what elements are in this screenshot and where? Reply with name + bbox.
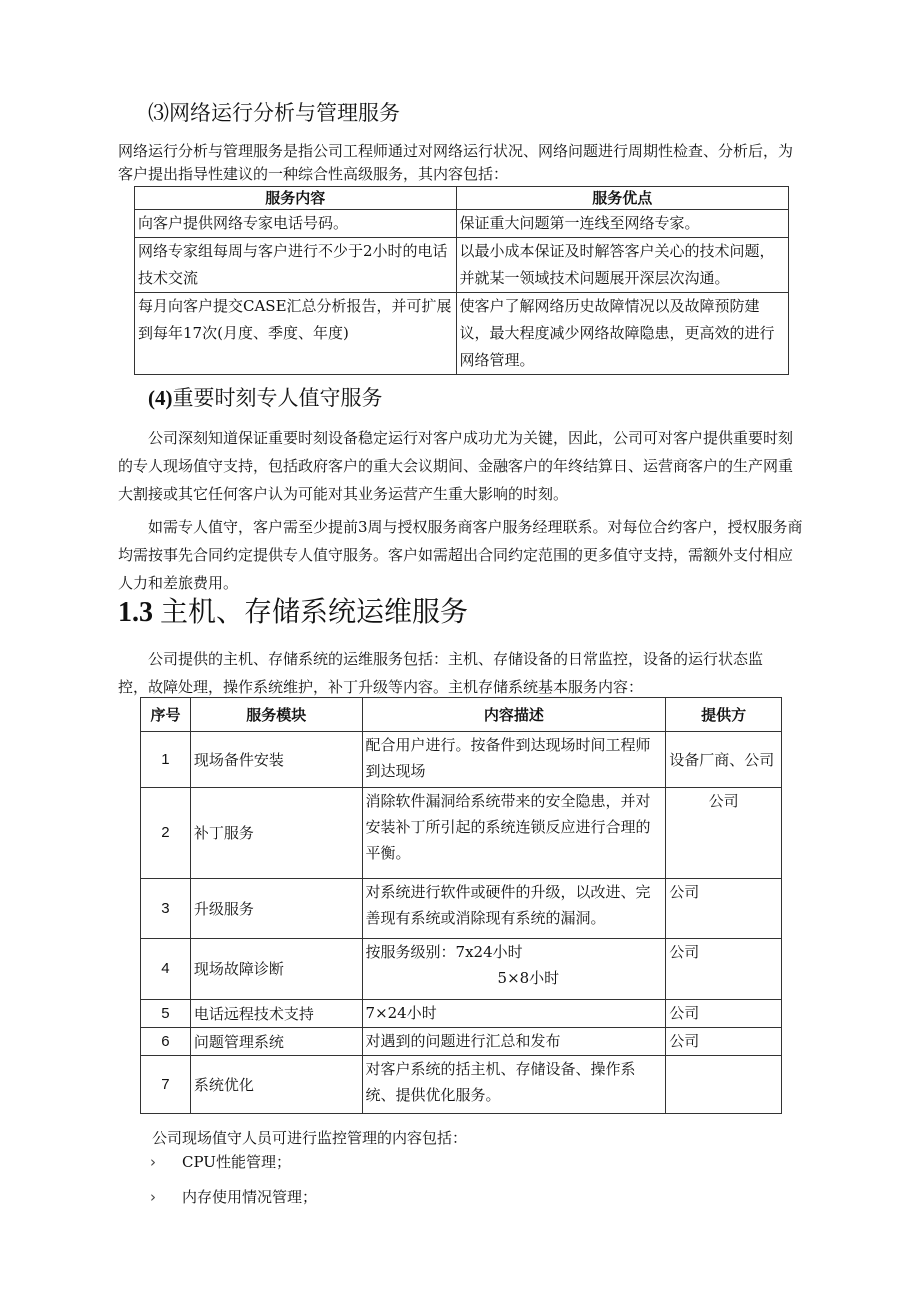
table-row [141,788,782,879]
onsite-duty-paragraph-2: 如需专人值守，客户需至少提前3周与授权服务商客户服务经理联系。对每位合约客户，授权服务商均需按事先合同约定提供专人值守服务。客户如需超出合同约定范围的更多值守支持，需额外支付相应人力和差旅费用。 [118,518,803,592]
service-provider: 公司 [666,879,782,939]
service-description: 对系统进行软件或硬件的升级，以改进、完善现有系统或消除现有系统的漏洞。 [362,879,666,939]
table-row [141,1056,782,1114]
table-row [141,939,782,1000]
table-row [141,732,782,788]
column-header: 服务优点 [456,187,788,210]
section-heading-host-storage [118,590,468,630]
table-cell: 向客户提供网络专家电话号码。 [135,210,457,238]
heading-number: (4) [148,386,173,410]
table-cell: 保证重大问题第一连线至网络专家。 [456,210,788,238]
service-description: 对遇到的问题进行汇总和发布 [362,1028,666,1056]
section-heading-network-analysis: ⑶网络运行分析与管理服务 [148,101,400,125]
table-row [135,238,789,293]
host-storage-intro: 公司提供的主机、存储系统的运维服务包括：主机、存储设备的日常监控，设备的运行状态监控，故障处理，操作系统维护，补丁升级等内容。主机存储系统基本服务内容： [118,650,764,696]
table-row [135,210,789,238]
heading-text: 重要时刻专人值守服务 [172,386,383,410]
column-header: 序号 [141,698,191,732]
chevron-right-icon: › [150,1153,156,1171]
column-header: 服务内容 [135,187,457,210]
service-description: 配合用户进行。按备件到达现场时间工程师到达现场 [362,732,666,788]
service-provider: 公司 [666,1000,782,1028]
table-row [141,1000,782,1028]
service-description-secondary: 5×8小时 [497,969,560,987]
table-header-row [135,187,789,210]
row-number: 2 [141,788,191,879]
service-description: 对客户系统的括主机、存储设备、操作系统、提供优化服务。 [362,1056,666,1114]
service-module: 电话远程技术支持 [190,1000,362,1028]
service-module: 现场备件安装 [190,732,362,788]
service-description: 按服务级别：7x24小时 [365,943,523,961]
service-module: 系统优化 [190,1056,362,1114]
service-provider: 设备厂商、公司 [666,732,782,788]
section-heading-onsite-duty [148,382,383,412]
service-description: 消除软件漏洞给系统带来的安全隐患，并对安装补丁所引起的系统连锁反应进行合理的平衡。 [362,788,666,879]
onsite-duty-paragraph-1: 公司深刻知道保证重要时刻设备稳定运行对客户成功尤为关键，因此，公司可对客户提供重要时刻的专人现场值守支持，包括政府客户的重大会议期间、金融客户的年终结算日、运营商客户的生产网重大割接或其它任何客户认为可能对其业务运营产生重大影响的时刻。 [118,429,794,503]
table-cell: 网络专家组每周与客户进行不少于2小时的电话技术交流 [135,238,457,293]
table-cell: 以最小成本保证及时解答客户关心的技术问题，并就某一领域技术问题展开深层次沟通。 [456,238,788,293]
table-cell: 使客户了解网络历史故障情况以及故障预防建议，最大程度减少网络故障隐患，更高效的进行网络管理。 [456,293,788,375]
service-provider: 公司 [666,788,782,879]
service-description: 7×24小时 [362,1000,666,1028]
service-module: 补丁服务 [190,788,362,879]
service-provider: 公司 [666,1028,782,1056]
monitoring-intro: 公司现场值守人员可进行监控管理的内容包括： [152,1129,468,1147]
service-module: 升级服务 [190,879,362,939]
bullet-item [150,1186,317,1207]
service-module: 现场故障诊断 [190,939,362,1000]
service-provider [666,1056,782,1114]
bullet-item [150,1151,291,1172]
table-row [141,1028,782,1056]
heading-number: 1.3 [118,597,153,628]
table-cell: 每月向客户提交CASE汇总分析报告，并可扩展到每年17次(月度、季度、年度) [135,293,457,375]
service-description-cell [362,939,666,1000]
column-header: 内容描述 [362,698,666,732]
host-storage-service-table [140,697,782,1114]
row-number: 3 [141,879,191,939]
column-header: 提供方 [666,698,782,732]
row-number: 6 [141,1028,191,1056]
row-number: 5 [141,1000,191,1028]
service-provider: 公司 [666,939,782,1000]
table-row [135,293,789,375]
network-service-table [134,186,789,375]
row-number: 1 [141,732,191,788]
row-number: 4 [141,939,191,1000]
heading-text: 主机、存储系统运维服务 [160,597,469,628]
column-header: 服务模块 [190,698,362,732]
bullet-text: CPU性能管理； [182,1153,291,1171]
row-number: 7 [141,1056,191,1114]
bullet-text: 内存使用情况管理； [182,1188,318,1206]
service-module: 问题管理系统 [190,1028,362,1056]
network-analysis-intro: 网络运行分析与管理服务是指公司工程师通过对网络运行状况、网络问题进行周期性检查、分析后，为客户提出指导性建议的一种综合性高级服务，其内容包括： [118,142,794,183]
chevron-right-icon: › [150,1188,156,1206]
table-header-row [141,698,782,732]
table-row [141,879,782,939]
